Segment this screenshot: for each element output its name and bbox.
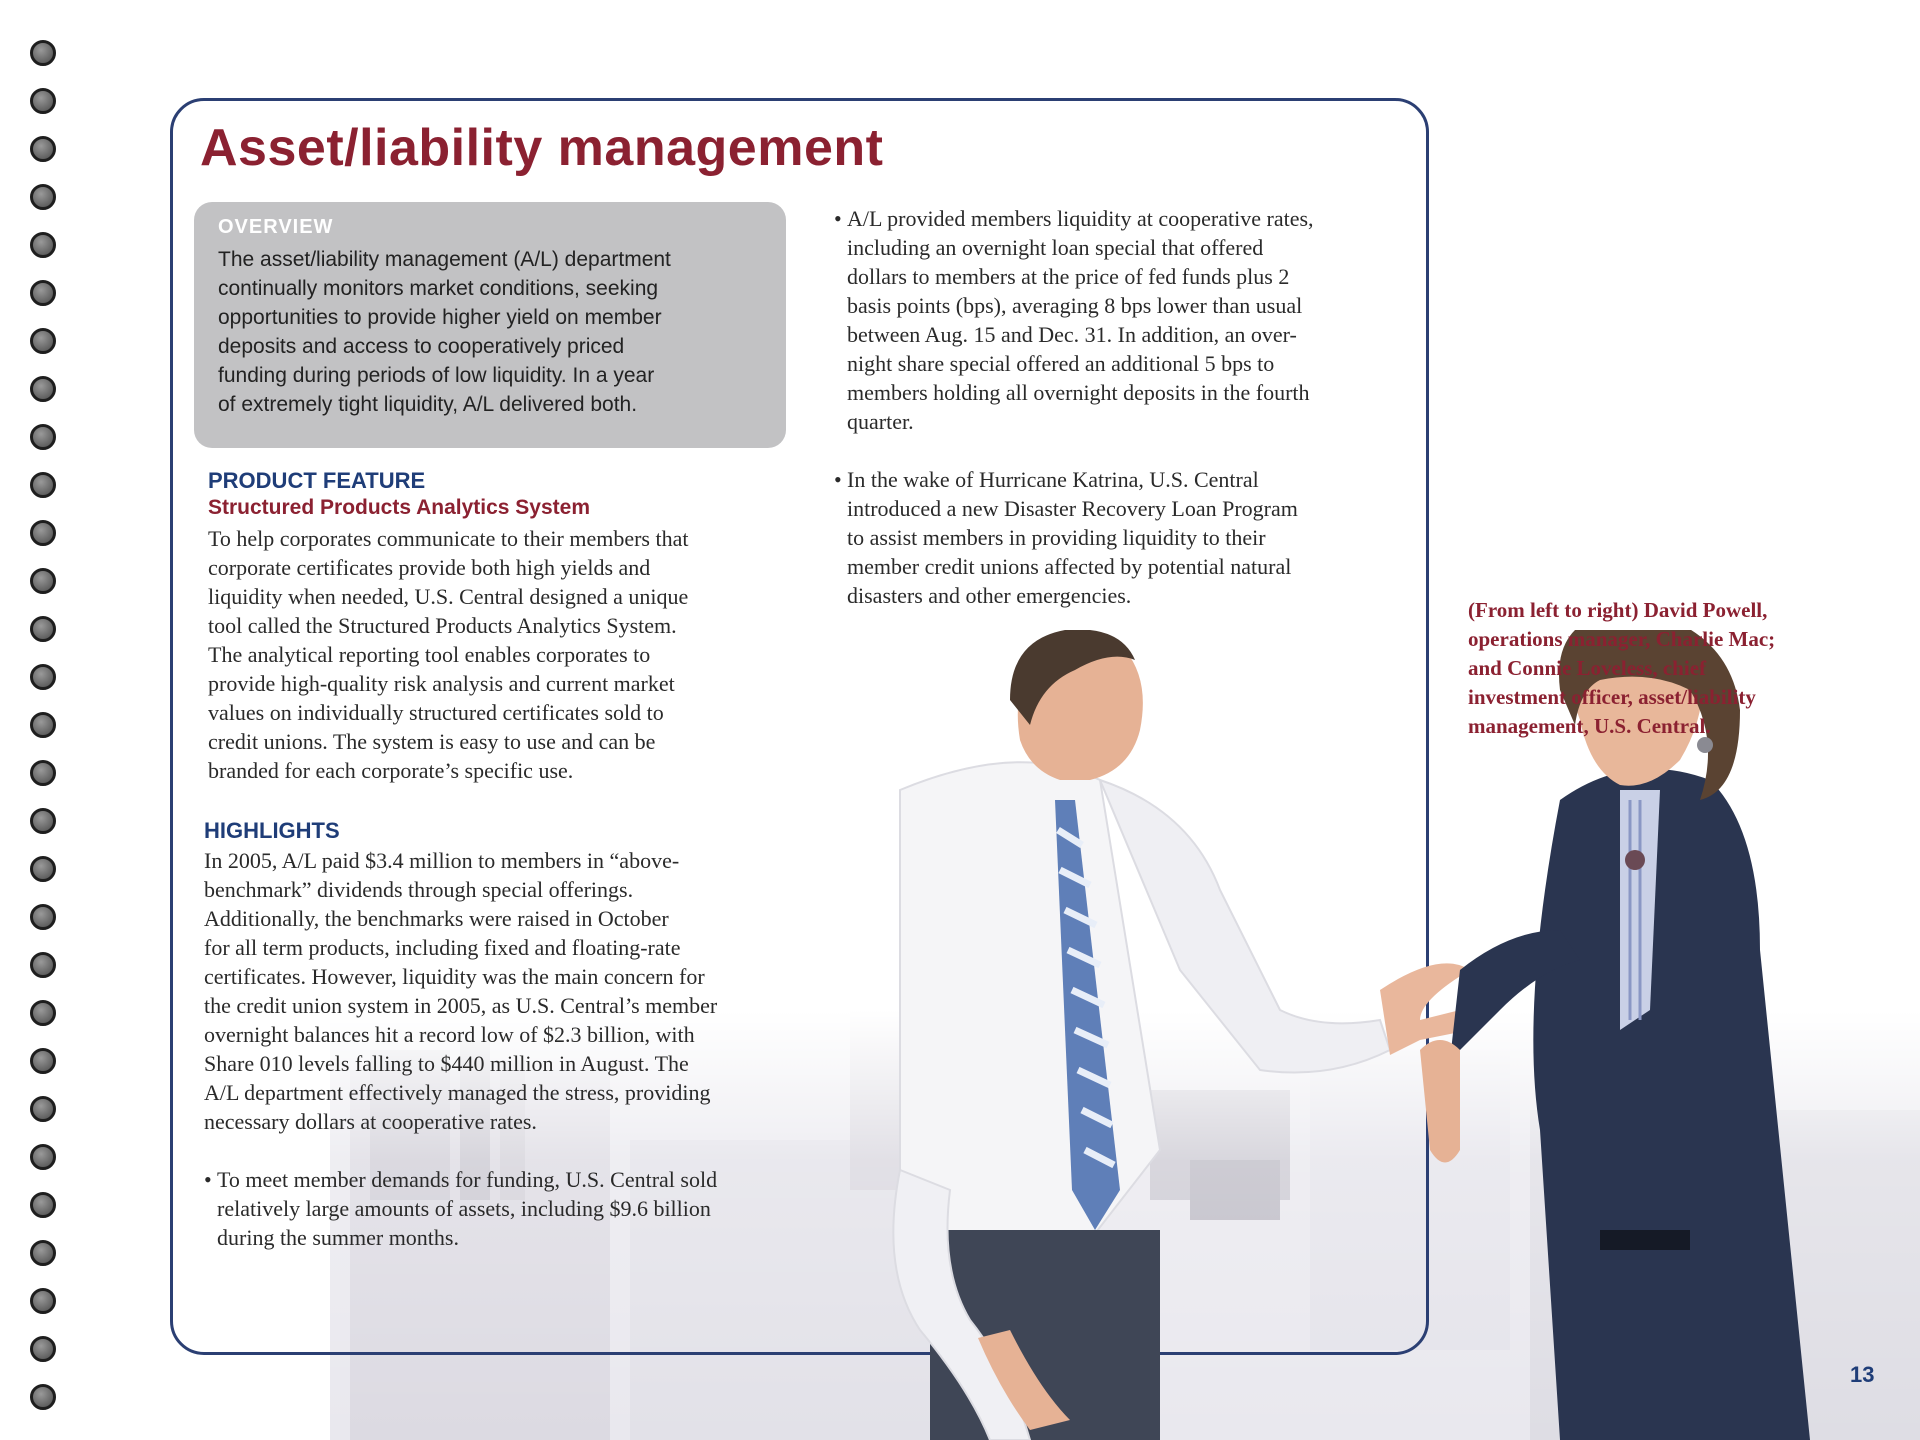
binding-ring	[30, 856, 56, 882]
highlights-body	[204, 846, 824, 1136]
binding-ring	[30, 568, 56, 594]
text-line: basis points (bps), averaging 8 bps lower than usual	[847, 293, 1303, 318]
binding-ring	[30, 1144, 56, 1170]
binding-ring	[30, 1240, 56, 1266]
text-line: to assist members in providing liquidity to their	[847, 525, 1266, 550]
bullet-item	[834, 204, 1404, 436]
text-line: The analytical reporting tool enables corporates to	[208, 642, 651, 667]
bullet-item	[834, 465, 1404, 610]
bullet-dot: •	[204, 1167, 212, 1192]
text-line: A/L department effectively managed the stress, providing	[204, 1080, 711, 1105]
binding-ring	[30, 1384, 56, 1410]
text-line: overnight balances hit a record low of $2.3 billion, with	[204, 1022, 695, 1047]
highlights-section	[204, 818, 824, 1252]
text-line: including an overnight loan special that offered	[847, 235, 1264, 260]
binding-ring	[30, 40, 56, 66]
product-feature-subheading: Structured Products Analytics System	[208, 496, 590, 519]
product-feature-section	[208, 468, 808, 785]
product-feature-body	[208, 524, 808, 785]
text-line: disasters and other emergencies.	[847, 583, 1132, 608]
overview-line: opportunities to provide higher yield on member	[218, 306, 662, 329]
overview-line: of extremely tight liquidity, A/L delivered both.	[218, 393, 638, 416]
right-column	[834, 204, 1404, 610]
staff-photo	[860, 630, 1920, 1440]
text-line: branded for each corporate’s specific use.	[208, 758, 574, 783]
text-line: dollars to members at the price of fed funds plus 2	[847, 264, 1290, 289]
binding-ring	[30, 88, 56, 114]
binding-ring	[30, 472, 56, 498]
woman-figure	[1420, 630, 1810, 1440]
text-line: night share special offered an additional 5 bps to	[847, 351, 1275, 376]
overview-line: continually monitors market conditions, seeking	[218, 277, 659, 300]
spiral-binding	[30, 40, 60, 1430]
text-line: In the wake of Hurricane Katrina, U.S. Central	[847, 467, 1259, 492]
highlights-heading: HIGHLIGHTS	[204, 818, 340, 843]
text-line: quarter.	[847, 409, 914, 434]
caption-line: management, U.S. Central.	[1468, 714, 1711, 738]
text-line: Share 010 levels falling to $440 million in August. The	[204, 1051, 689, 1076]
binding-ring	[30, 280, 56, 306]
binding-ring	[30, 808, 56, 834]
binding-ring	[30, 184, 56, 210]
text-line: for all term products, including fixed and floating-rate	[204, 935, 681, 960]
binding-ring	[30, 232, 56, 258]
caption-line: operations manager, Charlie Mac;	[1468, 627, 1776, 651]
binding-ring	[30, 1048, 56, 1074]
binding-ring	[30, 664, 56, 690]
text-line: In 2005, A/L paid $3.4 million to members in “above-	[204, 848, 680, 873]
binding-ring	[30, 760, 56, 786]
binding-ring	[30, 952, 56, 978]
text-line: certificates. However, liquidity was the main concern for	[204, 964, 705, 989]
man-figure	[893, 630, 1470, 1440]
text-line: To help corporates communicate to their members that	[208, 526, 689, 551]
text-line: between Aug. 15 and Dec. 31. In addition, an over-	[847, 322, 1297, 347]
binding-ring	[30, 424, 56, 450]
overview-body	[218, 245, 762, 419]
text-line: member credit unions affected by potential natural	[847, 554, 1292, 579]
text-line: necessary dollars at cooperative rates.	[204, 1109, 537, 1134]
text-line: provide high-quality risk analysis and current market	[208, 671, 675, 696]
text-line: members holding all overnight deposits in the fourth	[847, 380, 1310, 405]
product-feature-heading: PRODUCT FEATURE	[208, 468, 426, 493]
text-line: during the summer months.	[217, 1225, 459, 1250]
text-line: the credit union system in 2005, as U.S. Central’s member	[204, 993, 718, 1018]
text-line: benchmark” dividends through special offerings.	[204, 877, 634, 902]
overview-box	[194, 202, 786, 448]
text-line: relatively large amounts of assets, including $9.6 billion	[217, 1196, 711, 1221]
caption-line: investment officer, asset/liability	[1468, 685, 1756, 709]
text-line: values on individually structured certificates sold to	[208, 700, 664, 725]
text-line: tool called the Structured Products Analytics System.	[208, 613, 677, 638]
binding-ring	[30, 328, 56, 354]
binding-ring	[30, 1096, 56, 1122]
caption-line: (From left to right) David Powell,	[1468, 598, 1768, 622]
overview-line: The asset/liability management (A/L) department	[218, 248, 671, 271]
binding-ring	[30, 1336, 56, 1362]
bullet-item	[204, 1165, 824, 1252]
binding-ring	[30, 904, 56, 930]
text-line: credit unions. The system is easy to use and can be	[208, 729, 656, 754]
binding-ring	[30, 616, 56, 642]
bullet-dot: •	[834, 206, 842, 231]
text-line: To meet member demands for funding, U.S. Central sold	[217, 1167, 718, 1192]
text-line: corporate certificates provide both high yields and	[208, 555, 651, 580]
overview-line: funding during periods of low liquidity. In a year	[218, 364, 655, 387]
binding-ring	[30, 712, 56, 738]
overview-line: deposits and access to cooperatively priced	[218, 335, 625, 358]
binding-ring	[30, 136, 56, 162]
text-line: A/L provided members liquidity at cooperative rates,	[847, 206, 1314, 231]
page-number: 13	[1850, 1362, 1875, 1387]
binding-ring	[30, 376, 56, 402]
text-line: liquidity when needed, U.S. Central designed a unique	[208, 584, 689, 609]
binding-ring	[30, 520, 56, 546]
text-line: Additionally, the benchmarks were raised in October	[204, 906, 669, 931]
binding-ring	[30, 1288, 56, 1314]
overview-heading: OVERVIEW	[218, 216, 334, 238]
photo-caption	[1468, 596, 1808, 741]
caption-line: and Connie Loveless, chief	[1468, 656, 1707, 680]
page-title: Asset/liability management	[200, 119, 884, 177]
bullet-dot: •	[834, 467, 842, 492]
binding-ring	[30, 1192, 56, 1218]
text-line: introduced a new Disaster Recovery Loan Program	[847, 496, 1298, 521]
binding-ring	[30, 1000, 56, 1026]
